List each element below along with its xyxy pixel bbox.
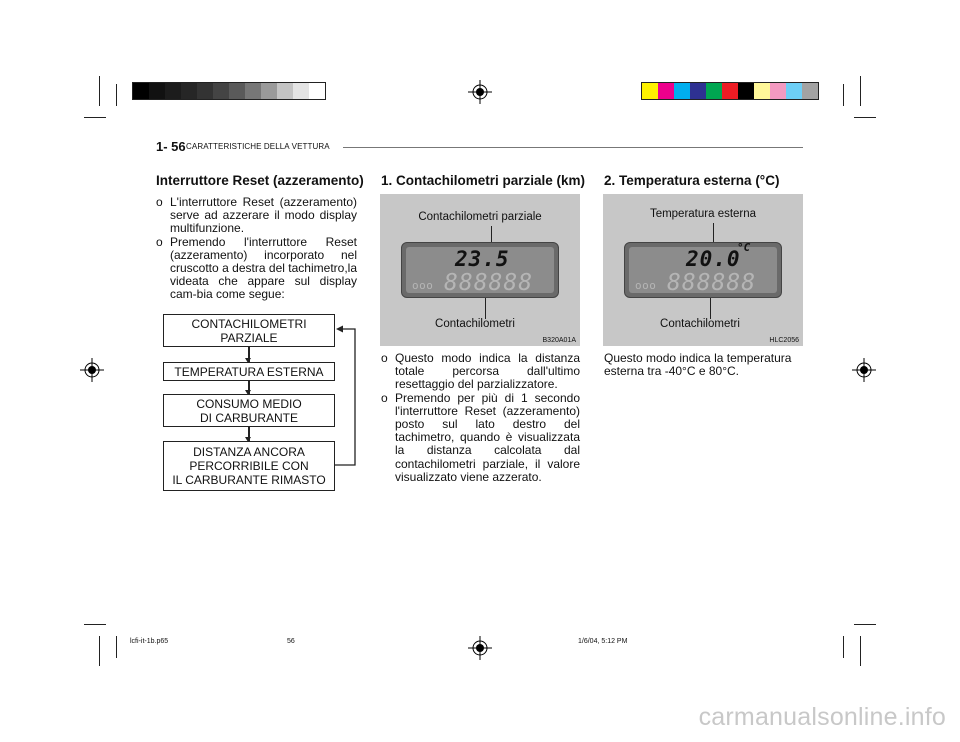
color-swatch xyxy=(245,83,261,99)
registration-mark-icon xyxy=(468,636,492,660)
color-swatch xyxy=(786,83,802,99)
color-swatch xyxy=(754,83,770,99)
figure-top-label: Temperatura esterna xyxy=(649,208,757,220)
bullet-mark: o xyxy=(381,351,388,365)
lcd-mini-segments: ooo xyxy=(412,279,434,292)
lcd-main-value: 20.0 xyxy=(686,247,741,271)
flow-box-line: TEMPERATURA ESTERNA xyxy=(174,364,324,379)
bullet-mark: o xyxy=(156,234,163,249)
lcd-main-value: 23.5 xyxy=(455,247,510,271)
flow-box-line: IL CARBURANTE RIMASTO xyxy=(172,473,326,487)
figure-top-label: Contachilometri parziale xyxy=(418,211,542,223)
registration-mark-icon xyxy=(852,358,876,382)
watermark: carmanualsonline.info xyxy=(698,703,946,731)
bullet-item xyxy=(156,196,357,236)
flow-return-arrow xyxy=(335,322,359,468)
color-swatch xyxy=(690,83,706,99)
color-swatch xyxy=(642,83,658,99)
header-rule xyxy=(343,147,803,148)
leader-line xyxy=(485,298,486,319)
bullet-item xyxy=(156,236,357,302)
footer-filename: lcfi-it-1b.p65 xyxy=(130,638,169,645)
flow-arrow xyxy=(248,381,250,394)
outside-temperature-text: Questo modo indica la temperatura esterna tra -40°C e 80°C. xyxy=(604,351,792,379)
color-swatch xyxy=(802,83,818,99)
flow-box-line: DI CARBURANTE xyxy=(199,410,298,425)
color-swatch xyxy=(309,83,325,99)
footer-page: 56 xyxy=(287,638,295,645)
lcd-screen xyxy=(406,247,554,296)
flow-box-line: DISTANZA ANCORA xyxy=(193,445,305,459)
crop-mark xyxy=(99,636,100,666)
color-swatch xyxy=(722,83,738,99)
figure-code: B320A01A xyxy=(542,337,576,344)
reset-switch-heading: Interruttore Reset (azzeramento) xyxy=(156,173,364,188)
crop-mark xyxy=(860,76,861,106)
color-swatch xyxy=(706,83,722,99)
color-swatch xyxy=(674,83,690,99)
section-title: CARATTERISTICHE DELLA VETTURA xyxy=(186,142,330,151)
bullet-item xyxy=(381,352,580,392)
color-swatch xyxy=(149,83,165,99)
crop-mark xyxy=(843,84,844,106)
figure-bottom-label: Contachilometri xyxy=(660,318,740,330)
crop-mark xyxy=(854,117,876,118)
flow-box-distance-to-empty xyxy=(163,441,335,491)
color-swatch xyxy=(213,83,229,99)
color-swatch xyxy=(293,83,309,99)
color-swatch xyxy=(261,83,277,99)
registration-mark-icon xyxy=(468,80,492,104)
color-swatch xyxy=(181,83,197,99)
lcd-display xyxy=(624,242,782,298)
color-swatch xyxy=(229,83,245,99)
color-calibration-bar xyxy=(641,82,819,100)
bullet-mark: o xyxy=(381,390,388,405)
lcd-display xyxy=(401,242,559,298)
color-swatch xyxy=(277,83,293,99)
color-swatch xyxy=(197,83,213,99)
color-swatch xyxy=(133,83,149,99)
lcd-ghost-digits: 888888 xyxy=(444,270,534,296)
crop-mark xyxy=(99,76,100,106)
lcd-ghost-digits: 888888 xyxy=(667,270,757,296)
crop-mark xyxy=(84,624,106,625)
footer-timestamp: 1/6/04, 5:12 PM xyxy=(578,638,628,645)
crop-mark xyxy=(84,117,106,118)
color-swatch xyxy=(738,83,754,99)
grey-calibration-bar xyxy=(132,82,326,100)
crop-mark xyxy=(843,636,844,658)
crop-mark xyxy=(116,84,117,106)
bullet-mark: o xyxy=(156,195,163,209)
flow-arrow xyxy=(248,427,250,441)
bullet-text: Questo modo indica la distanza totale percorsa dall'ultimo resettaggio del parzializzatore. xyxy=(395,351,580,392)
flow-box-average-consumption xyxy=(163,394,335,427)
trip-odometer-figure xyxy=(380,194,580,346)
lcd-unit: °C xyxy=(737,241,751,254)
lcd-screen xyxy=(629,241,777,296)
crop-mark xyxy=(854,624,876,625)
color-swatch xyxy=(770,83,786,99)
color-swatch xyxy=(165,83,181,99)
flow-box-outside-temperature xyxy=(163,362,335,381)
lcd-mini-segments: ooo xyxy=(635,279,657,292)
figure-bottom-label: Contachilometri xyxy=(435,318,515,330)
color-swatch xyxy=(658,83,674,99)
flow-box-line: PERCORRIBILE CON xyxy=(189,459,309,473)
bullet-text: Premendo per più di 1 secondo l'interruttore Reset (azzeramento) posto sul lato destro del tachimetro, quando è visualizzata la distanza calcolata dal contachilometri parziale, il valore visualizzato viene azzerato. xyxy=(395,390,580,484)
flow-box-line: CONSUMO MEDIO xyxy=(196,396,302,411)
flow-box-line: CONTACHILOMETRI xyxy=(191,316,307,331)
leader-line xyxy=(710,298,711,319)
flow-box-line: PARZIALE xyxy=(220,330,278,345)
registration-mark-icon xyxy=(80,358,104,382)
crop-mark xyxy=(116,636,117,658)
trip-odometer-heading: 1. Contachilometri parziale (km) xyxy=(381,173,586,188)
figure-code: HLC2056 xyxy=(769,337,799,344)
flow-box-trip-odometer xyxy=(163,314,335,347)
outside-temperature-heading: 2. Temperatura esterna (°C) xyxy=(604,173,780,188)
reset-bullets xyxy=(156,196,357,302)
flow-arrow xyxy=(248,347,250,362)
bullet-text: L'interruttore Reset (azzeramento) serve ad azzerare il modo display multifunzione. xyxy=(170,195,357,236)
bullet-item xyxy=(381,392,580,484)
page-number: 1- 56 xyxy=(156,139,186,154)
trip-odometer-bullets xyxy=(381,352,580,484)
outside-temperature-figure xyxy=(603,194,803,346)
bullet-text: Premendo l'interruttore Reset (azzeramento) incorporato nel cruscotto a destra del tachimetro,la videata che appare sul display cam-bia come segue: xyxy=(170,234,357,302)
crop-mark xyxy=(860,636,861,666)
